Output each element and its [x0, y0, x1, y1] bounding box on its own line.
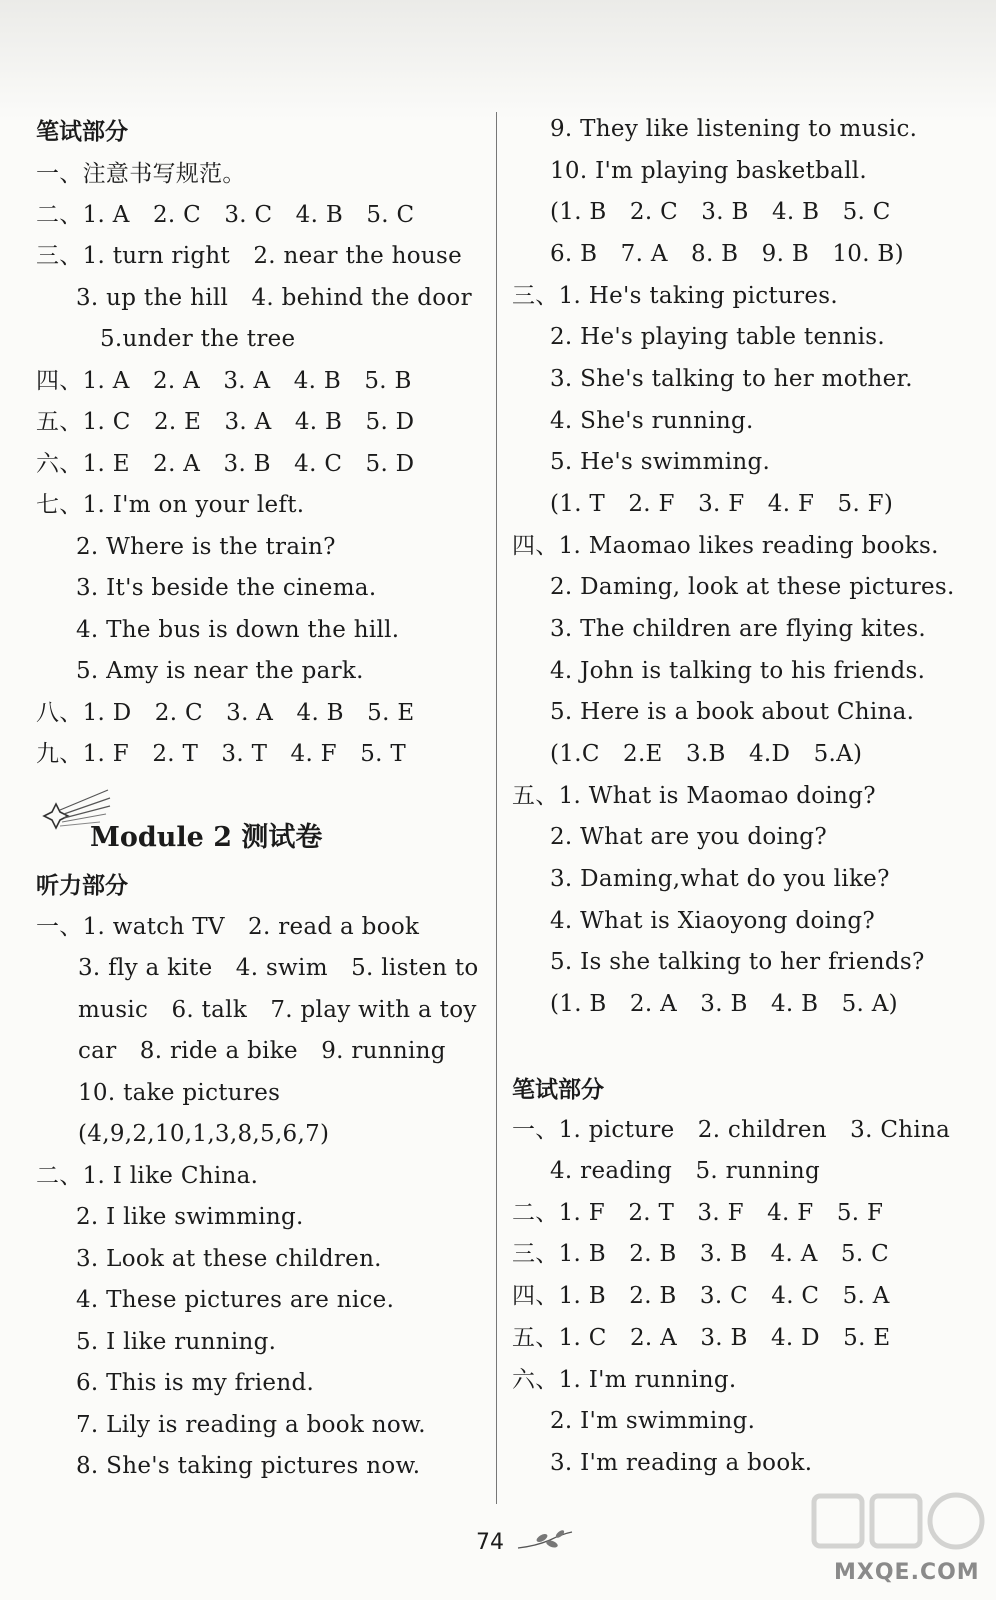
- answer-line: 八、1. D 2. C 3. A 4. B 5. E: [36, 700, 415, 726]
- answer-line: 4. She's running.: [550, 408, 754, 434]
- answer-line: 2. I'm swimming.: [550, 1408, 756, 1434]
- leaf-ornament-icon: [516, 1526, 576, 1556]
- answer-line: 5. Is she talking to her friends?: [550, 949, 925, 975]
- answer-line: 3. Daming,what do you like?: [550, 866, 890, 892]
- answer-line: 一、注意书写规范。: [36, 161, 246, 187]
- answer-line: 4. reading 5. running: [550, 1158, 821, 1184]
- answer-line: 3. up the hill 4. behind the door: [76, 285, 472, 311]
- answer-line: 六、1. I'm running.: [512, 1367, 737, 1393]
- answer-line: (1. B 2. C 3. B 4. B 5. C: [550, 199, 891, 225]
- answer-line: 2. What are you doing?: [550, 824, 827, 850]
- page-number: 74: [476, 1530, 504, 1555]
- answer-line: 7. Lily is reading a book now.: [76, 1412, 426, 1438]
- answer-line: 四、1. A 2. A 3. A 4. B 5. B: [36, 368, 412, 394]
- answer-line: 一、1. watch TV 2. read a book: [36, 914, 420, 940]
- answer-line: 5. Amy is near the park.: [76, 658, 364, 684]
- answer-line: 七、1. I'm on your left.: [36, 492, 305, 518]
- answer-line: 4. The bus is down the hill.: [76, 617, 400, 643]
- answer-line: 8. She's taking pictures now.: [76, 1453, 421, 1479]
- section-heading-listening: 听力部分: [36, 873, 128, 899]
- answer-line: 2. Where is the train?: [76, 534, 336, 560]
- answer-line: music 6. talk 7. play with a toy: [78, 997, 477, 1023]
- answer-line: 九、1. F 2. T 3. T 4. F 5. T: [36, 741, 407, 767]
- answer-line: 二、1. I like China.: [36, 1163, 259, 1189]
- answer-line: 10. take pictures: [78, 1080, 281, 1106]
- answer-line: (1.C 2.E 3.B 4.D 5.A): [550, 741, 863, 767]
- answer-line: 2. I like swimming.: [76, 1204, 304, 1230]
- section-heading-written: 笔试部分: [36, 119, 128, 145]
- answer-line: 3. Look at these children.: [76, 1246, 382, 1272]
- section-heading-written: 笔试部分: [512, 1077, 604, 1103]
- answer-line: 6. This is my friend.: [76, 1370, 315, 1396]
- answer-line: 四、1. B 2. B 3. C 4. C 5. A: [512, 1283, 890, 1309]
- answer-line: 4. What is Xiaoyong doing?: [550, 908, 876, 934]
- answer-line: 3. I'm reading a book.: [550, 1450, 813, 1476]
- answer-line: 3. It's beside the cinema.: [76, 575, 377, 601]
- answer-line: 三、1. turn right 2. near the house: [36, 243, 463, 269]
- answer-line: 3. She's talking to her mother.: [550, 366, 913, 392]
- answer-line: (4,9,2,10,1,3,8,5,6,7): [78, 1121, 330, 1147]
- watermark-text: MXQE.COM: [834, 1560, 980, 1585]
- answer-line: 三、1. B 2. B 3. B 4. A 5. C: [512, 1241, 889, 1267]
- answer-line: 6. B 7. A 8. B 9. B 10. B): [550, 241, 904, 267]
- answer-line: 2. Daming, look at these pictures.: [550, 574, 955, 600]
- top-shade: [0, 0, 996, 120]
- answer-line: 3. The children are flying kites.: [550, 616, 927, 642]
- answer-line: 二、1. F 2. T 3. F 4. F 5. F: [512, 1200, 884, 1226]
- answer-line: 四、1. Maomao likes reading books.: [512, 533, 939, 559]
- answer-line: 5. He's swimming.: [550, 449, 771, 475]
- answer-line: 5.under the tree: [100, 326, 296, 352]
- answer-line: (1. T 2. F 3. F 4. F 5. F): [550, 491, 894, 517]
- answer-line: 2. He's playing table tennis.: [550, 324, 885, 350]
- answer-line: 4. These pictures are nice.: [76, 1287, 395, 1313]
- column-divider: [496, 112, 497, 1504]
- answer-line: 4. John is talking to his friends.: [550, 658, 926, 684]
- answer-line: 3. fly a kite 4. swim 5. listen to: [78, 955, 479, 981]
- answer-line: (1. B 2. A 3. B 4. B 5. A): [550, 991, 898, 1017]
- answer-line: 10. I'm playing basketball.: [550, 158, 867, 184]
- answer-line: 五、1. C 2. A 3. B 4. D 5. E: [512, 1325, 891, 1351]
- answer-line: 三、1. He's taking pictures.: [512, 283, 838, 309]
- module-title: Module 2 测试卷: [90, 822, 323, 853]
- answer-line: car 8. ride a bike 9. running: [78, 1038, 446, 1064]
- answer-line: 5. I like running.: [76, 1329, 277, 1355]
- answer-line: 五、1. C 2. E 3. A 4. B 5. D: [36, 409, 415, 435]
- answer-line: 二、1. A 2. C 3. C 4. B 5. C: [36, 202, 415, 228]
- answer-line: 9. They like listening to music.: [550, 116, 918, 142]
- answer-line: 五、1. What is Maomao doing?: [512, 783, 876, 809]
- answer-line: 一、1. picture 2. children 3. China: [512, 1117, 951, 1143]
- answer-line: 5. Here is a book about China.: [550, 699, 915, 725]
- answer-line: 六、1. E 2. A 3. B 4. C 5. D: [36, 451, 415, 477]
